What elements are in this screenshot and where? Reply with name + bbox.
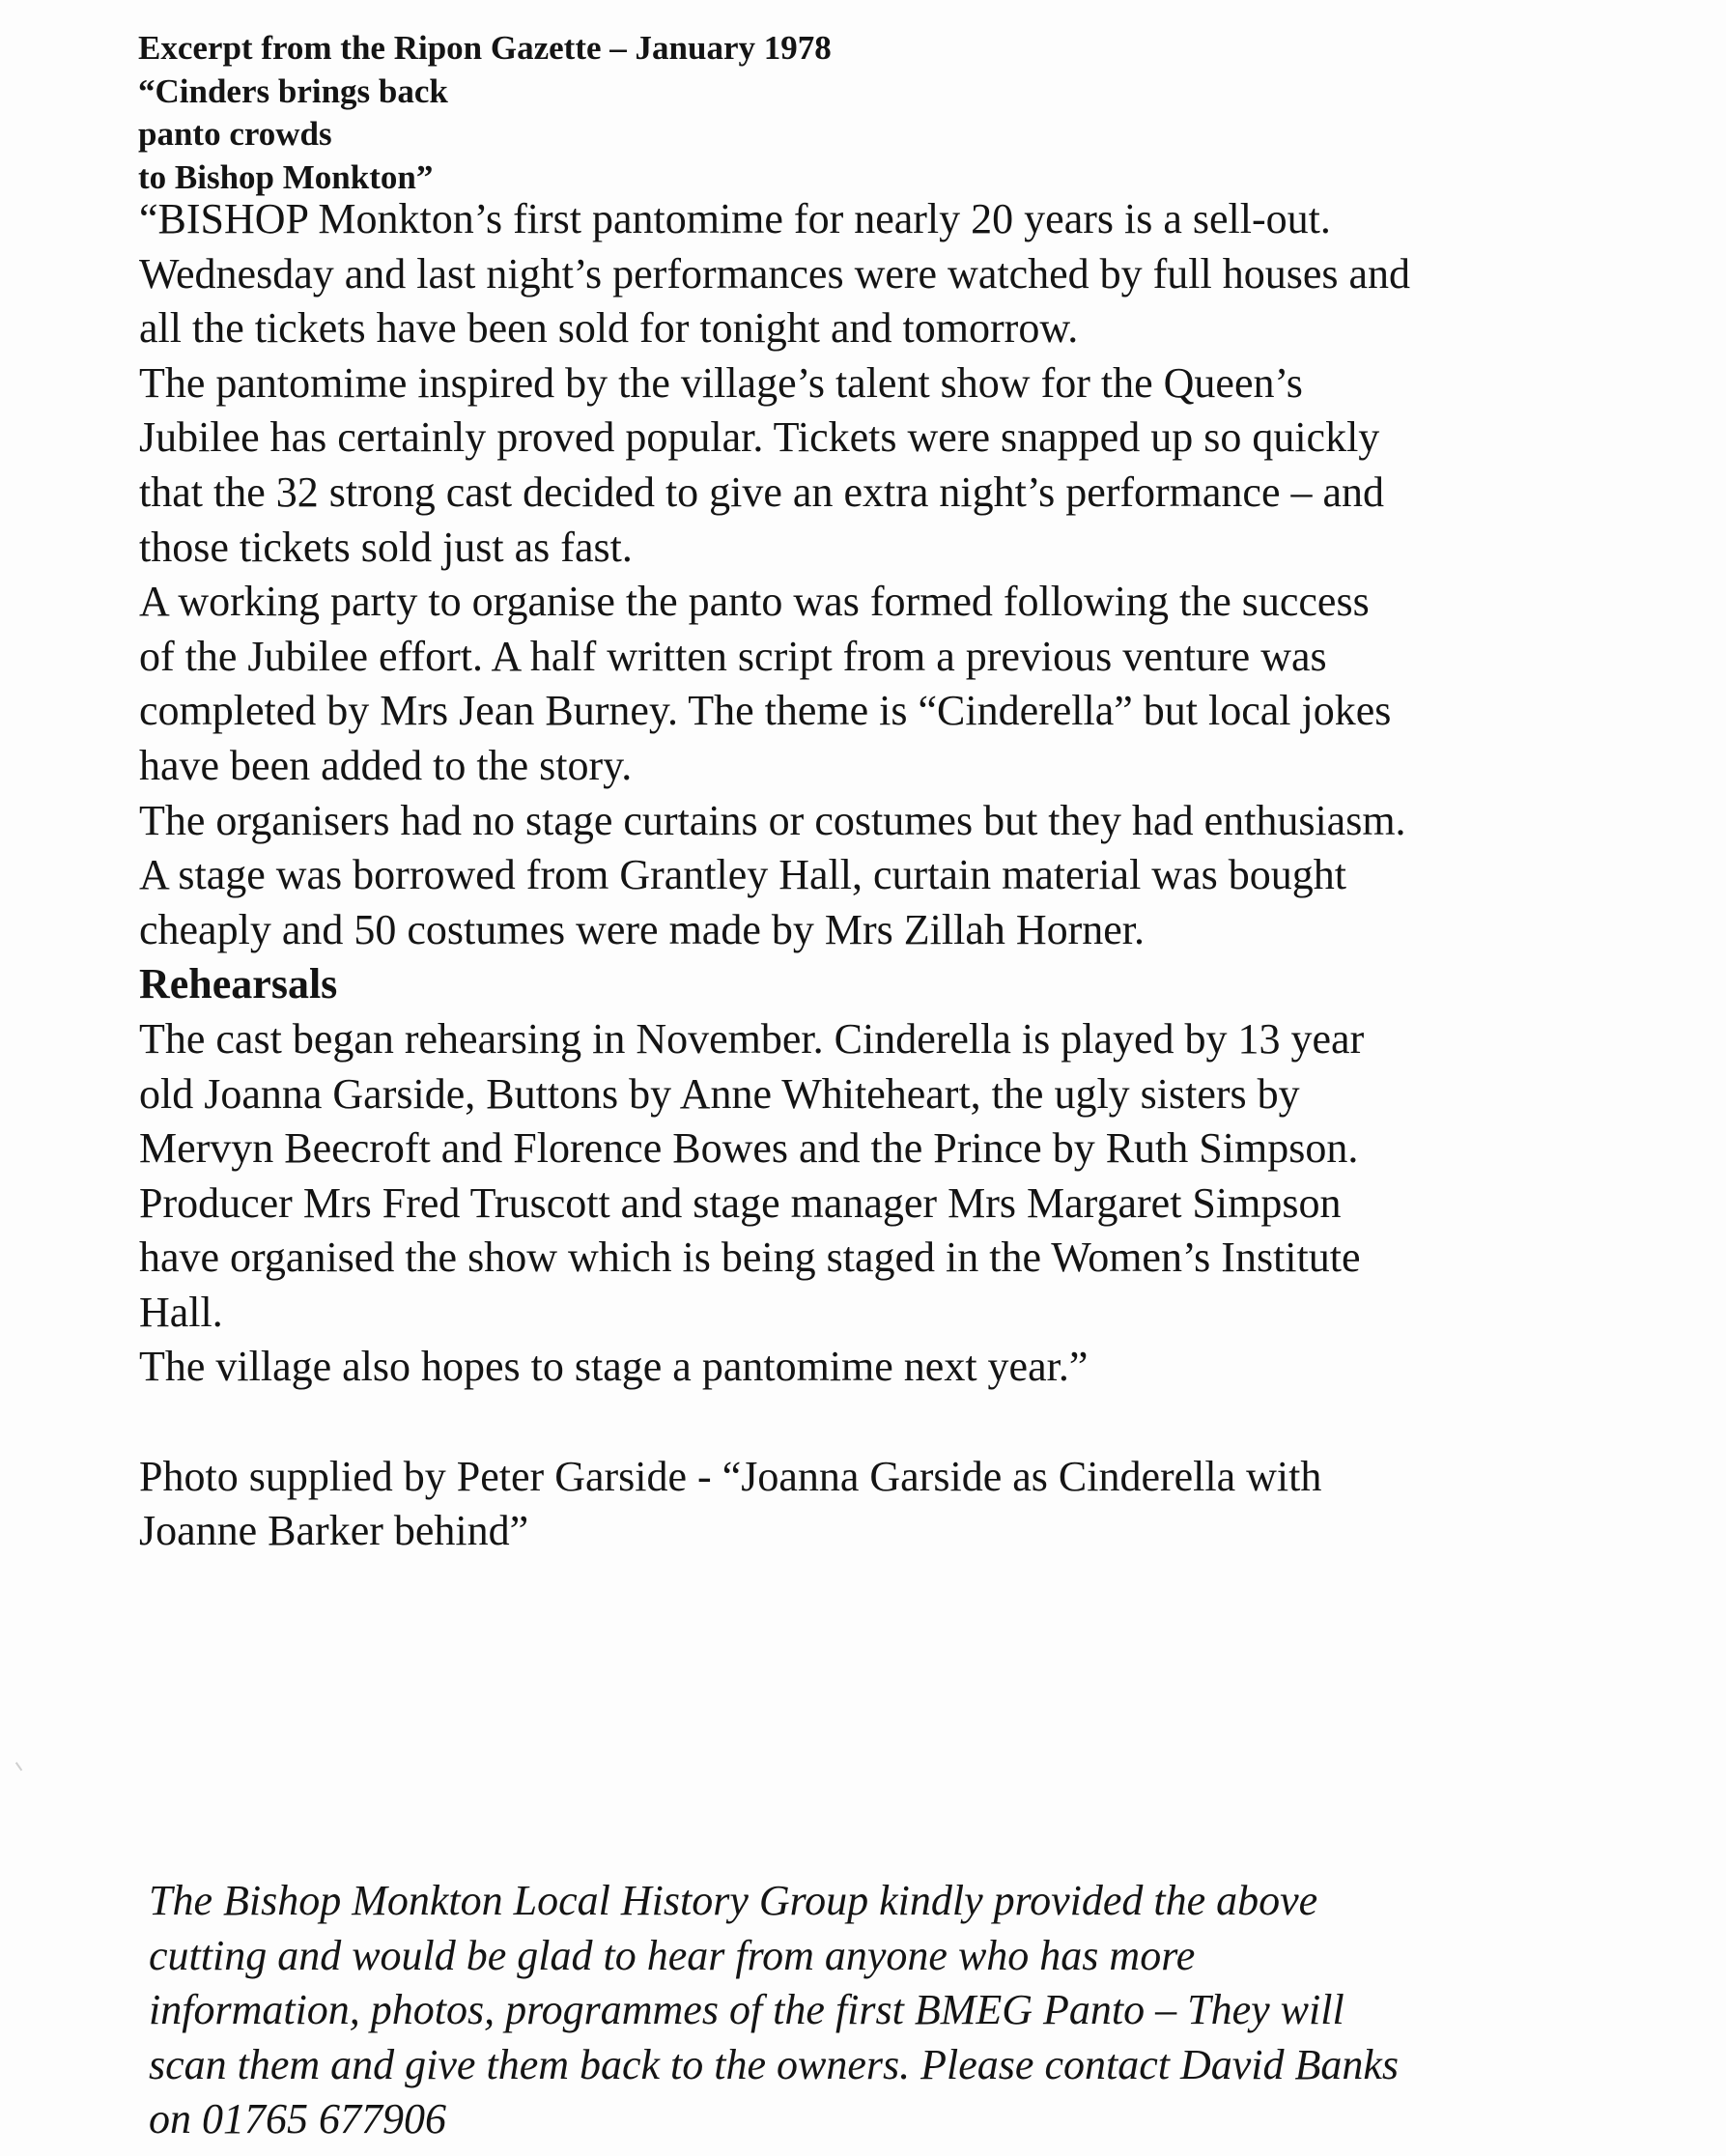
article-paragraph: The village also hopes to stage a pantomime next year.” (139, 1343, 1089, 1391)
headline-line-1: “Cinders brings back (138, 71, 448, 110)
article-paragraph: “BISHOP Monkton’s first pantomime for nearly 20 years is a sell-out. Wednesday and last night’s performances were watched by full houses and all the tickets have been sold for tonight and tomorrow. (139, 195, 1411, 353)
photo-credit: Photo supplied by Peter Garside - “Joanna Garside as Cinderella with Joanne Barker behind” (139, 1452, 1322, 1555)
article-body (139, 192, 1414, 1559)
headline-line-3: to Bishop Monkton” (138, 157, 434, 196)
footer-note: The Bishop Monkton Local History Group kindly provided the above cutting and would be glad to hear from anyone who has more information, photos, programmes of the first BMEG Panto – They will scan them and give them back to the owners. Please contact David Banks on 01765 677906 (149, 1877, 1400, 2143)
header-source-line: Excerpt from the Ripon Gazette – January 1978 (138, 29, 832, 67)
headline-line-2: panto crowds (138, 115, 332, 153)
article-paragraph: The cast began rehearsing in November. Cinderella is played by 13 year old Joanna Garside, Buttons by Anne Whiteheart, the ugly sisters by Mervyn Beecroft and Florence Bowes and the Prince by Ruth Simpson. (139, 1014, 1365, 1173)
header-block (138, 27, 1297, 199)
article-paragraph: The pantomime inspired by the village’s talent show for the Queen’s Jubilee has certainly proved popular. Tickets were snapped up so quickly that the 32 strong cast decided to give an extra night’s performance – and those tickets sold just as fast. (139, 358, 1385, 571)
article-paragraph: A working party to organise the panto was formed following the success of the Jubilee effort. A half written script from a previous venture was completed by Mrs Jean Burney. The theme is “Cinderella” but local jokes have been added to the story. (139, 578, 1392, 789)
article-subheading: Rehearsals (139, 960, 338, 1008)
scan-artifact-mark (15, 1759, 27, 1772)
article-paragraph: Producer Mrs Fred Truscott and stage manager Mrs Margaret Simpson have organised the show which is being staged in the Women’s Institute Hall. (139, 1178, 1361, 1336)
paragraph-spacer (139, 1395, 1414, 1450)
footer-note-block (149, 1874, 1404, 2147)
article-paragraph: The organisers had no stage curtains or costumes but they had enthusiasm. A stage was borrowed from Grantley Hall, curtain material was bought cheaply and 50 costumes were made by Mrs Zillah Horner. (139, 796, 1406, 953)
